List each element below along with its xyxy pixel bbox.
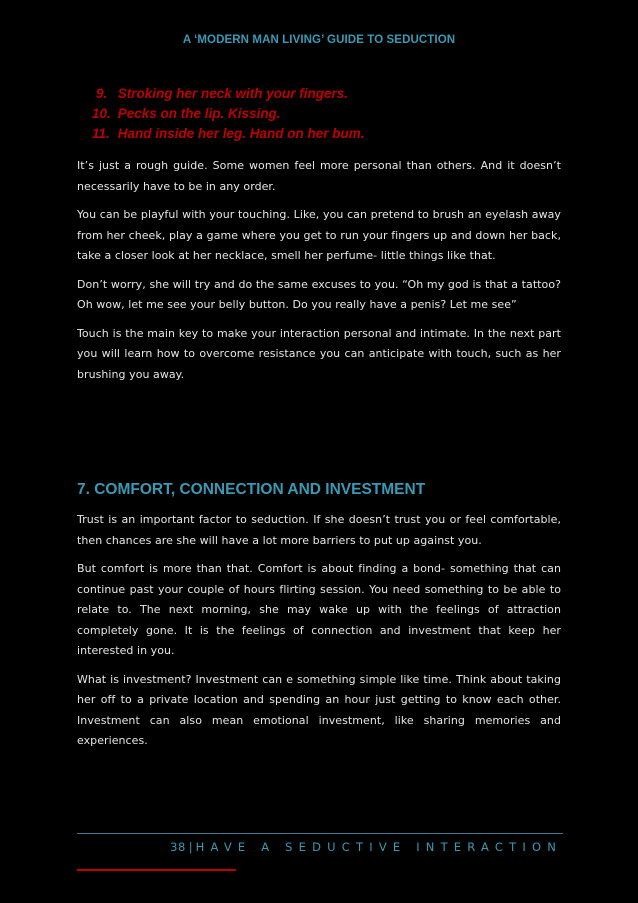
footer-divider: [77, 833, 563, 834]
chapter-title: HAVE A SEDUCTIVE INTERACTION: [195, 840, 562, 854]
list-item-number: 11.: [92, 126, 110, 141]
list-item: [0, 104, 638, 124]
paragraph: Don’t worry, she will try and do the same excuses to you. “Oh my god is that a tattoo? Oh wow, let me see your belly button. Do you really have a penis? Let me see”: [77, 277, 561, 311]
section-heading: 7. COMFORT, CONNECTION AND INVESTMENT: [77, 481, 426, 498]
list-item-text: Hand inside her leg. Hand on her bum.: [117, 126, 365, 141]
footer-accent-bar: [77, 869, 236, 871]
running-footer: [0, 840, 562, 854]
list-item-number: 9.: [96, 86, 108, 101]
paragraph: You can be playful with your touching. Like, you can pretend to brush an eyelash away from her cheek, play a game where you get to run your fingers up and down her back, take a closer look at her necklace, smell her perfume- little things like that.: [77, 208, 561, 262]
paragraph: What is investment? Investment can e something simple like time. Think about taking her off to a private location and spending an hour just getting to know each other. Investment can also mean emotional investment, like sharing memories and experiences.: [77, 672, 561, 747]
body-text-section: [77, 510, 561, 760]
footer-separator: |: [188, 840, 193, 854]
running-header: A ‘MODERN MAN LIVING’ GUIDE TO SEDUCTION: [182, 34, 456, 46]
paragraph: But comfort is more than that. Comfort is about finding a bond- something that can continue past your couple of hours flirting session. You need something to be able to relate to. The next morning, she may wake up with the feelings of attraction completely gone. It is the feelings of connection and investment that keep her interested in you.: [77, 562, 561, 657]
paragraph: Touch is the main key to make your interaction personal and intimate. In the next part you will learn how to overcome resistance you can anticipate with touch, such as her brushing you away.: [77, 326, 561, 381]
paragraph: It’s just a rough guide. Some women feel more personal than others. And it doesn’t necessarily have to be in any order.: [77, 159, 561, 193]
page-number: 38: [170, 840, 186, 854]
list-item-text: Pecks on the lip. Kissing.: [117, 106, 281, 121]
paragraph: Trust is an important factor to seduction. If she doesn’t trust you or feel comfortable, then chances are she will have a lot more barriers to put up against you.: [77, 513, 561, 547]
numbered-list: [0, 84, 638, 144]
list-item: [0, 84, 638, 104]
list-item-number: 10.: [92, 106, 111, 121]
list-item-text: Stroking her neck with your fingers.: [117, 86, 349, 101]
list-item: [0, 124, 638, 144]
body-text-intro: [77, 156, 561, 393]
